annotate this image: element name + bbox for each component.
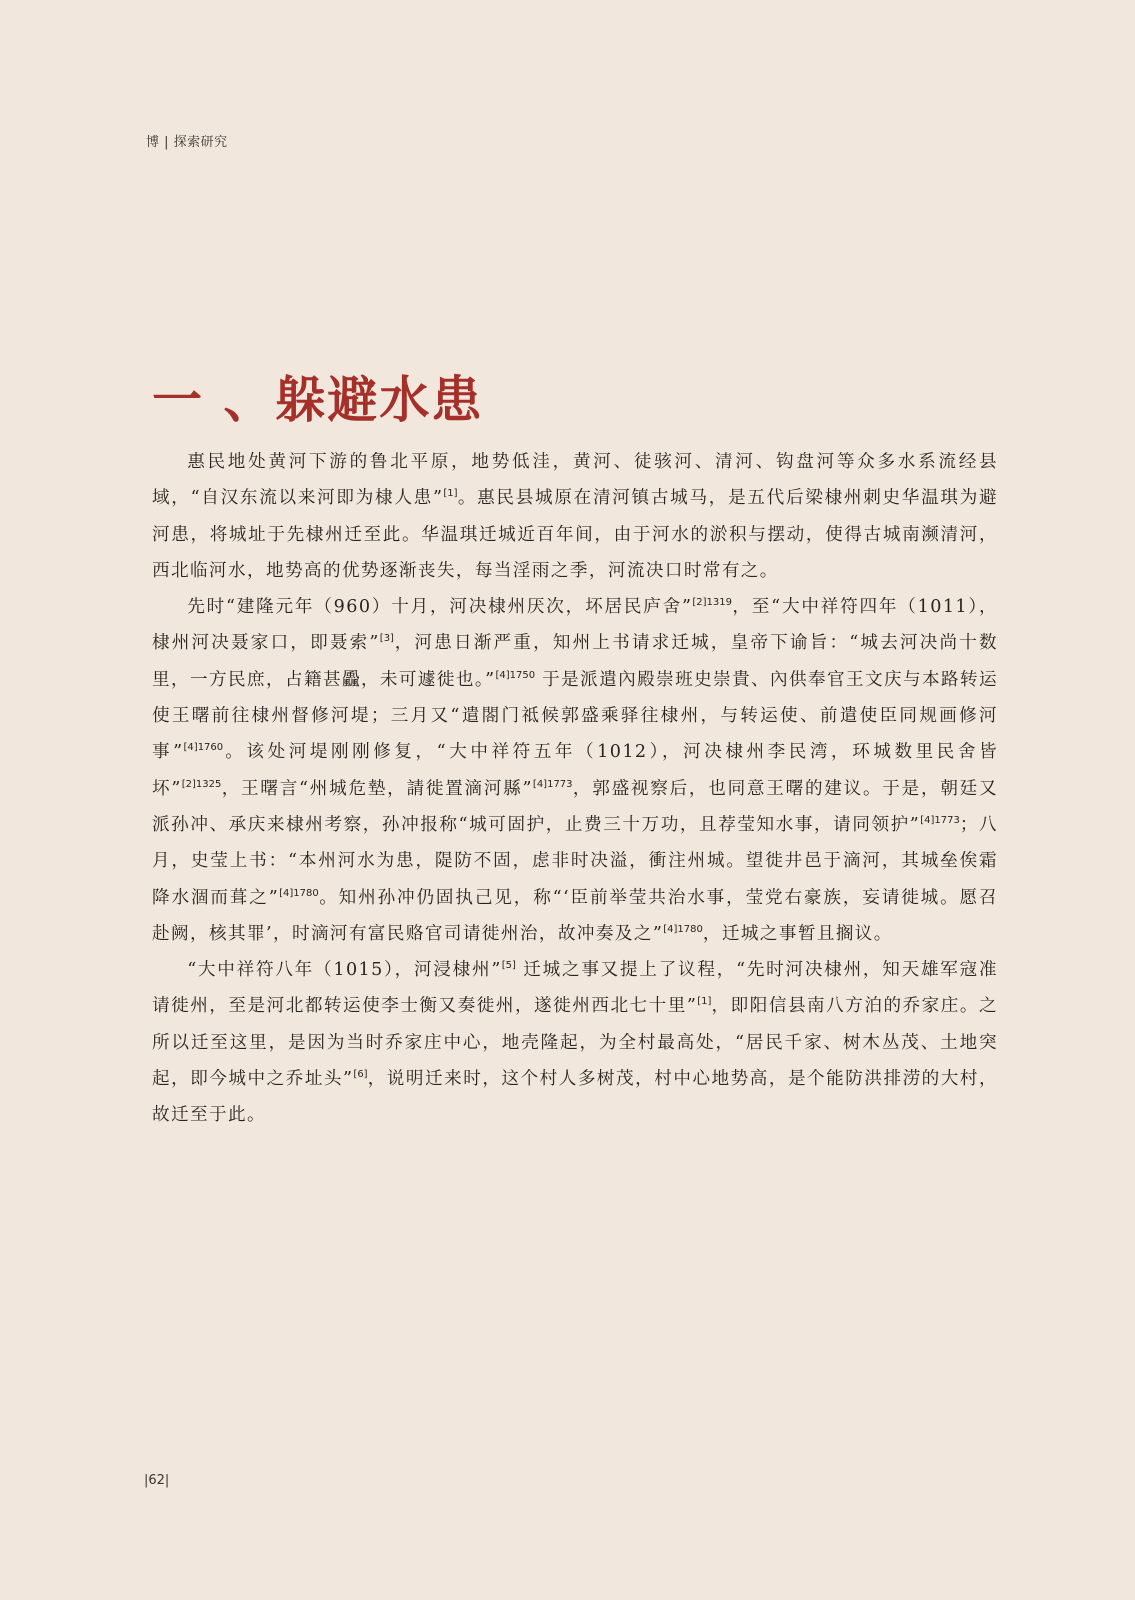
paragraph-text: 。知州孙冲仍固执己见，称“‘臣前举莹共治水事，莹党右豪族，妄请徙城。愿召赴阙，核其罪’，时滴河有富民赂官司请徙州治，故冲奏及之” [152,887,999,944]
body-paragraph [152,952,998,1133]
citation-superscript: [3] [379,633,394,645]
citation-superscript: [6] [353,1069,368,1081]
paragraph-text: ；八月，史莹上书：“本州河水为患，隄防不固，虑非时决溢，衝注州城。望徙井邑于滴河，其城垒俟霜降水涸而葺之” [152,814,998,908]
article-body [152,444,998,1134]
citation-superscript: [2]1319 [692,597,733,609]
body-paragraph [152,444,998,589]
paragraph-text: 于是派遣內殿崇班史崇貴、內供奉官王文庆与本路转运使王曙前往棣州督修河堤；三月又“遣閤门祗候郭盛乘驿往棣州，与转运使、前遣使臣同规画修河事” [152,669,998,763]
paragraph-text: ，郭盛视察后，也同意王曙的建议。于是，朝廷又派孙冲、承庆来棣州考察，孙冲报称“城可固护，止费三十万功，且荐莹知水事，请同领护” [152,778,998,835]
citation-superscript: [4]1750 [495,669,536,681]
citation-superscript: [4]1773 [920,815,960,827]
paragraph-text: ，河患日渐严重，知州上书请求迁城，皇帝下谕旨：“城去河决尚十数里，一方民庶，占籍甚飍，未可遽徙也。” [152,633,999,690]
paragraph-text: 迁城之事又提上了议程，“先时河决棣州，知天雄军寇准请徙州，至是河北都转运使李士衡又奏徙州，遂徙州西北七十里” [152,960,998,1017]
body-paragraph [152,589,998,952]
paragraph-text: ，王曙言“州城危墊，請徙置滴河縣” [221,778,533,799]
citation-superscript: [4]1780 [663,924,703,935]
citation-superscript: [5] [501,960,516,972]
citation-superscript: [4]1780 [279,887,319,899]
paragraph-text: ，至“大中祥符四年（1011），棣州河决聂家口，即聂索” [152,597,998,654]
paragraph-text: ，说明迁来时，这个村人多树茂，村中心地势高，是个能防洪排涝的大村，故迁至于此。 [152,1069,998,1126]
paragraph-text: 先时“建隆元年（960）十月，河决棣州厌次，坏居民庐舍” [187,597,693,618]
paragraph-text: 。惠民县城原在清河镇古城马，是五代后梁棣州刺史华温琪为避河患，将城址于先棣州迁至此。华温琪迁城近百年间，由于河水的淤积与摆动，使得古城南濒清河，西北临河水，地势高的优势逐渐丧失，每当淫雨之季，河流决口时常有之。 [152,488,999,581]
citation-superscript: [1] [697,996,712,1008]
citation-superscript: [4]1760 [183,742,224,754]
paragraph-text: ，即阳信县南八方泊的乔家庄。之所以迁至这里，是因为当时乔家庄中心，地壳隆起，为全村最高处，“居民千家、树木丛茂、土地突起，即今城中之乔址头” [152,996,998,1090]
paragraph-text: 。该处河堤刚刚修复，“大中祥符五年（1012），河决棣州李民湾，环城数里民舍皆坏” [152,742,998,799]
paragraph-text: 惠民地处黄河下游的鲁北平原，地势低洼，黄河、徒骇河、清河、钩盘河等众多水系流经县域，“自汉东流以来河即为棣人患” [152,452,998,509]
section-title: 一 、躲避水患 [152,370,484,429]
page-number: |62| [144,1473,170,1488]
citation-superscript: [4]1773 [532,778,573,790]
running-header: 博 | 探索研究 [146,135,228,150]
paragraph-text: ，迁城之事暂且搁议。 [702,923,893,944]
citation-superscript: [2]1325 [181,778,222,790]
citation-superscript: [1] [443,488,458,500]
paragraph-text: “大中祥符八年（1015），河浸棣州” [187,960,502,981]
